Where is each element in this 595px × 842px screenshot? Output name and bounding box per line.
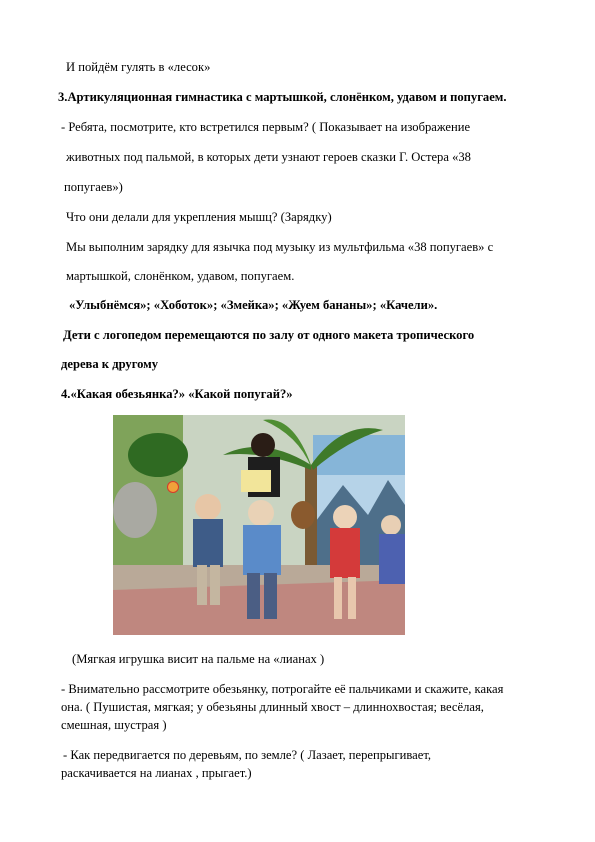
text-line: попугаев») bbox=[64, 180, 123, 194]
text-line: раскачивается на лианах , прыгает.) bbox=[61, 766, 252, 780]
section-heading: 3.Артикуляционная гимнастика с мартышкой, слонёнком, удавом и попугаем. bbox=[58, 90, 507, 104]
classroom-photo bbox=[113, 415, 405, 635]
text-line: - Ребята, посмотрите, кто встретился первым? ( Показывает на изображение bbox=[61, 120, 471, 134]
section-heading: 4.«Какая обезьянка?» «Какой попугай?» bbox=[61, 387, 293, 401]
text-line: смешная, шустрая ) bbox=[61, 718, 167, 732]
text-line: она. ( Пушистая, мягкая; у обезьяны длинный хвост – длиннохвостая; весёлая, bbox=[61, 700, 484, 714]
text-line: Мы выполним зарядку для язычка под музыку из мультфильма «38 попугаев» с bbox=[66, 240, 494, 254]
text-line: Что они делали для укрепления мышц? (Зарядку) bbox=[66, 210, 332, 224]
photo-caption: (Мягкая игрушка висит на пальме на «лианах ) bbox=[72, 652, 325, 666]
text-line: «Улыбнёмся»; «Хоботок»; «Змейка»; «Жуем бананы»; «Качели». bbox=[69, 298, 438, 312]
text-line: - Как передвигается по деревьям, по земле? ( Лазает, перепрыгивает, bbox=[63, 748, 432, 762]
text-line: Дети с логопедом перемещаются по залу от одного макета тропического bbox=[63, 328, 475, 342]
text-line: животных под пальмой, в которых дети узнают героев сказки Г. Остера «38 bbox=[66, 150, 471, 164]
text-line: - Внимательно рассмотрите обезьянку, потрогайте её пальчиками и скажите, какая bbox=[61, 682, 504, 696]
text-line: мартышкой, слонёнком, удавом, попугаем. bbox=[66, 269, 295, 283]
photo-illustration bbox=[113, 415, 405, 635]
text-line: И пойдём гулять в «лесок» bbox=[66, 60, 211, 74]
text-line: дерева к другому bbox=[61, 357, 159, 371]
